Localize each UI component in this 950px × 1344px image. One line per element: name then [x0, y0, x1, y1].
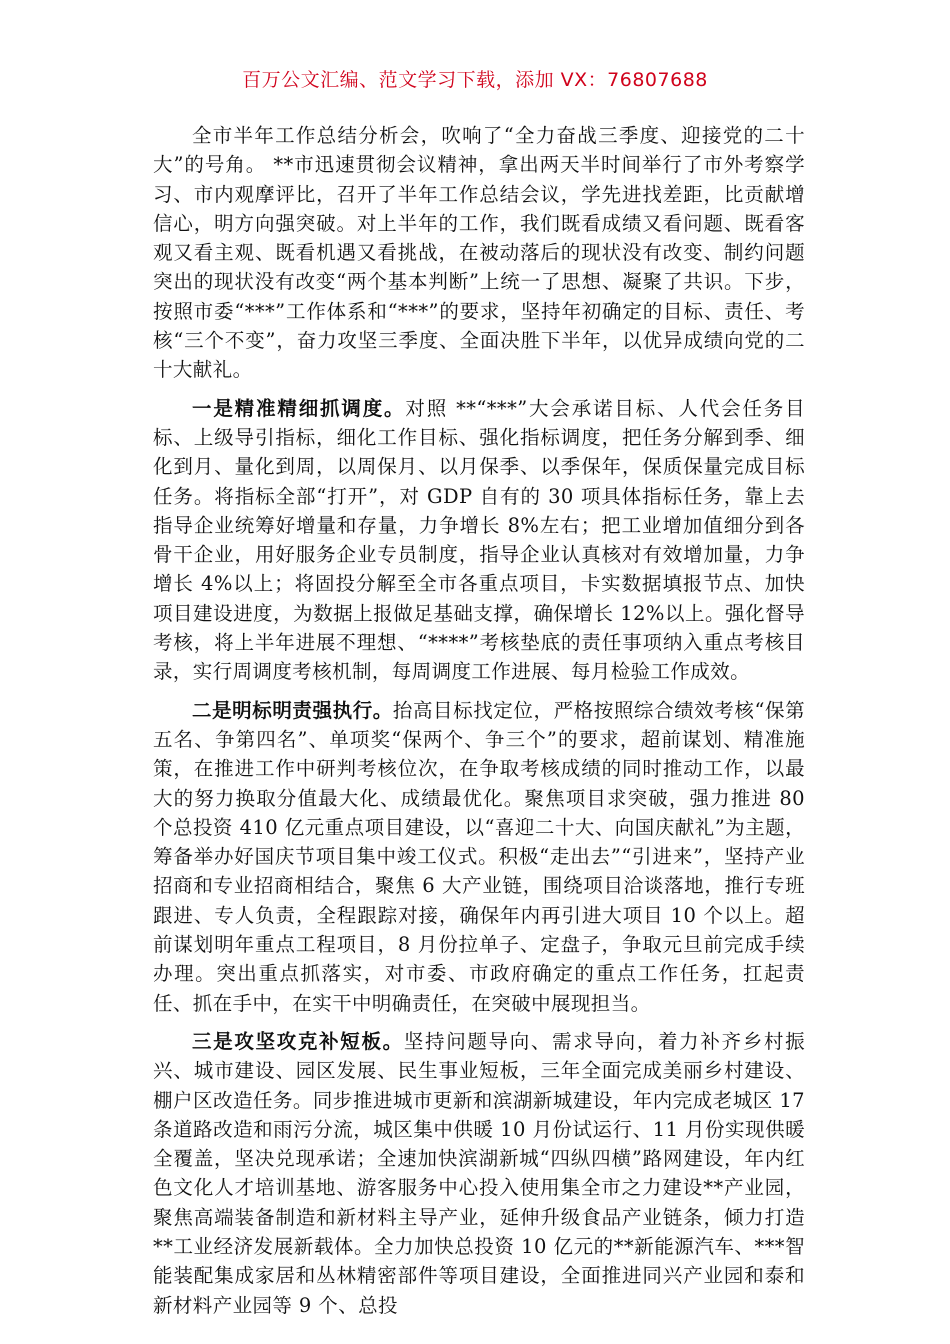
section-paragraph-3: [153, 1027, 805, 1320]
download-banner: [0, 66, 950, 94]
section-heading: 一是精准精细抓调度。: [192, 396, 406, 420]
section-text: 坚持问题导向、需求导向，着力补齐乡村振兴、城市建设、园区发展、民生事业短板，三年全面完成美丽乡村建设、棚户区改造任务。同步推进城市更新和滨湖新城建设，年内完成老城区 17 条道路改造和雨污分流，城区集中供暖 10 月份试运行、11 月份实现供暖全覆盖，坚决兑现承诺；全速加快滨湖新城“四纵四横”路网建设，年内红色文化人才培训基地、游客服务中心投入使用集全市之力建设**产业园，聚焦高端装备制造和新材料主导产业，延伸升级食品产业链条，倾力打造 **工业经济发展新载体。全力加快总投资 10 亿元的**新能源汽车、***智能装配集成家居和丛林精密部件等项目建设，全面推进同兴产业园和泰和新材料产业园等 9 个、总投: [153, 1029, 805, 1317]
intro-paragraph: 全市半年工作总结分析会，吹响了“全力奋战三季度、迎接党的二十大”的号角。 **市迅速贯彻会议精神，拿出两天半时间举行了市外考察学习、市内观摩评比，召开了半年工作总结会议，学先进找差距，比贡献增信心，明方向强突破。对上半年的工作，我们既看成绩又看问题、既看客观又看主观、既看机遇又看挑战，在被动落后的现状没有改变、制约问题突出的现状没有改变“两个基本判断”上统一了思想、凝聚了共识。下步，按照市委“***”工作体系和“***”的要求，坚持年初确定的目标、责任、考核“三个不变”，奋力攻坚三季度、全面决胜下半年，以优异成绩向党的二十大献礼。: [153, 124, 805, 382]
banner-text: 百万公文汇编、范文学习下载，添加 VX：76807688: [242, 69, 708, 91]
document-body: [153, 121, 805, 1329]
section-heading: 二是明标明责强执行。: [192, 698, 393, 722]
section-text: 抬高目标找定位，严格按照综合绩效考核“保第五名、争第四名”、单项奖“保两个、争三个”的要求，超前谋划、精准施策，在推进工作中研判考核位次，在争取考核成绩的同时推动工作，以最大的努力换取分值最大化、成绩最优化。聚焦项目求突破，强力推进 80 个总投资 410 亿元重点项目建设，以“喜迎二十大、向国庆献礼”为主题，筹备举办好国庆节项目集中竣工仪式。积极“走出去”“引进来”，坚持产业招商和专业招商相结合，聚焦 6 大产业链，围绕项目洽谈落地，推行专班跟进、专人负责，全程跟踪对接，确保年内再引进大项目 10 个以上。超前谋划明年重点工程项目，8 月份拉单子、定盘子，争取元旦前完成手续办理。突出重点抓落实，对市委、市政府确定的重点工作任务，扛起责任、抓在手中，在实干中明确责任，在突破中展现担当。: [153, 698, 805, 1015]
section-heading: 三是攻坚攻克补短板。: [192, 1029, 404, 1053]
section-text: 对照 **“***”大会承诺目标、人代会任务目标、上级导引指标，细化工作目标、强化指标调度，把任务分解到季、细化到月、量化到周，以周保月、以月保季、以季保年，保质保量完成目标任务。将指标全部“打开”，对 GDP 自有的 30 项具体指标任务，靠上去指导企业统筹好增量和存量，力争增长 8%左右；把工业增加值细分到各骨干企业，用好服务企业专员制度，指导企业认真核对有效增加量，力争增长 4%以上；将固投分解至全市各重点项目，卡实数据填报节点、加快项目建设进度，为数据上报做足基础支撑，确保增长 12%以上。强化督导考核，将上半年进展不理想、“****”考核垫底的责任事项纳入重点考核目录，实行周调度考核机制，每周调度工作进展、每月检验工作成效。: [153, 396, 805, 684]
section-paragraph-1: [153, 394, 805, 687]
section-paragraph-2: [153, 696, 805, 1018]
